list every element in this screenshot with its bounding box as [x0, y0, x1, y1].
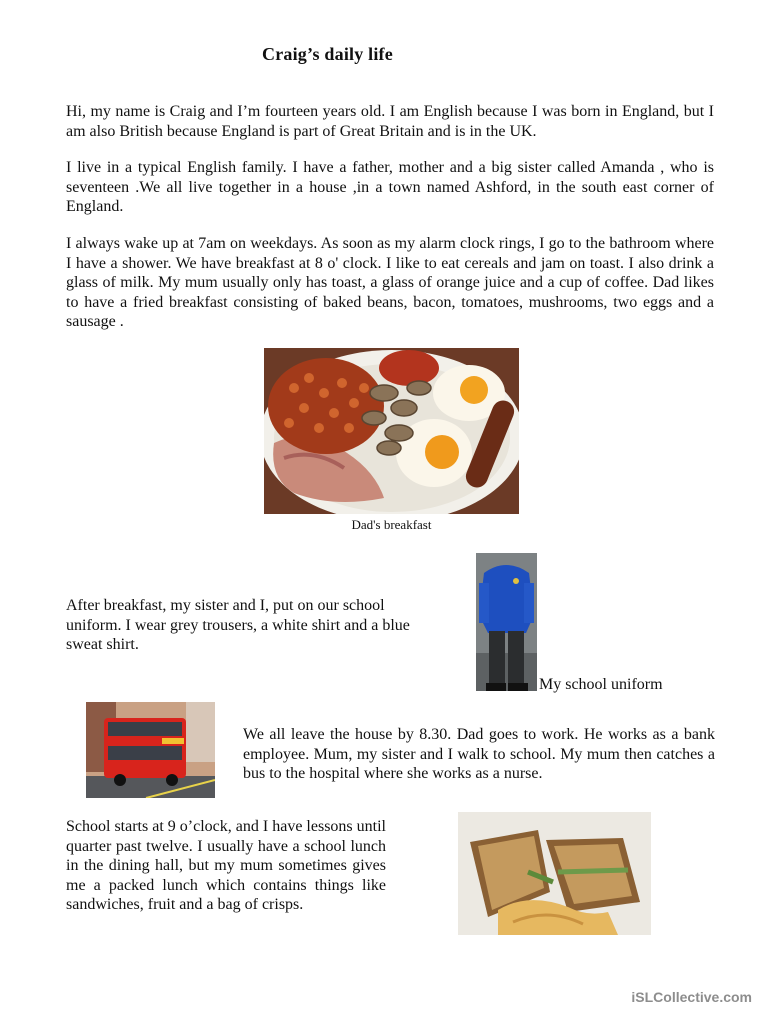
leaving-paragraph: We all leave the house by 8.30. Dad goes to work. He works as a bank employee. Mum, my sister and I walk to school. My mum then catches a bus to the hospital where she works as a nurse.	[243, 726, 715, 782]
morning-paragraph: I always wake up at 7am on weekdays. As soon as my alarm clock rings, I go to the bathroom where I have a shower. We have breakfast at 8 o' clock. I like to eat cereals and jam on toast. I also drink a glass of milk. My mum usually only has toast, a glass of orange juice and a cup of coffee. Dad likes to have a fried breakfast consisting of baked beans, bacon, tomatoes, mushrooms, two eggs and a sausage .	[66, 235, 714, 330]
uniform-paragraph: After breakfast, my sister and I, put on our school uniform. I wear grey trousers, a white shirt and a blue sweat shirt.	[66, 597, 410, 653]
uniform-caption: My school uniform	[539, 676, 663, 693]
breakfast-photo	[264, 348, 519, 514]
uniform-photo	[476, 553, 537, 691]
breakfast-caption: Dad's breakfast	[351, 517, 432, 532]
watermark: iSLCollective.com	[631, 989, 752, 1005]
intro-paragraph: Hi, my name is Craig and I’m fourteen years old. I am English because I was born in England, but I am also British because England is part of Great Britain and is in the UK.	[66, 103, 714, 140]
page-title: Craig’s daily life	[262, 44, 393, 64]
school-paragraph: School starts at 9 o’clock, and I have lessons until quarter past twelve. I usually have a school lunch in the dining hall, but my mum sometimes gives me a packed lunch which contains things like sandwiches, fruit and a bag of crisps.	[66, 818, 386, 913]
family-paragraph: I live in a typical English family. I have a father, mother and a big sister called Amanda , who is seventeen .We all live together in a house ,in a town named Ashford, in the south east corner of England.	[66, 159, 714, 215]
bus-photo	[86, 702, 215, 798]
sandwich-photo	[458, 812, 651, 935]
